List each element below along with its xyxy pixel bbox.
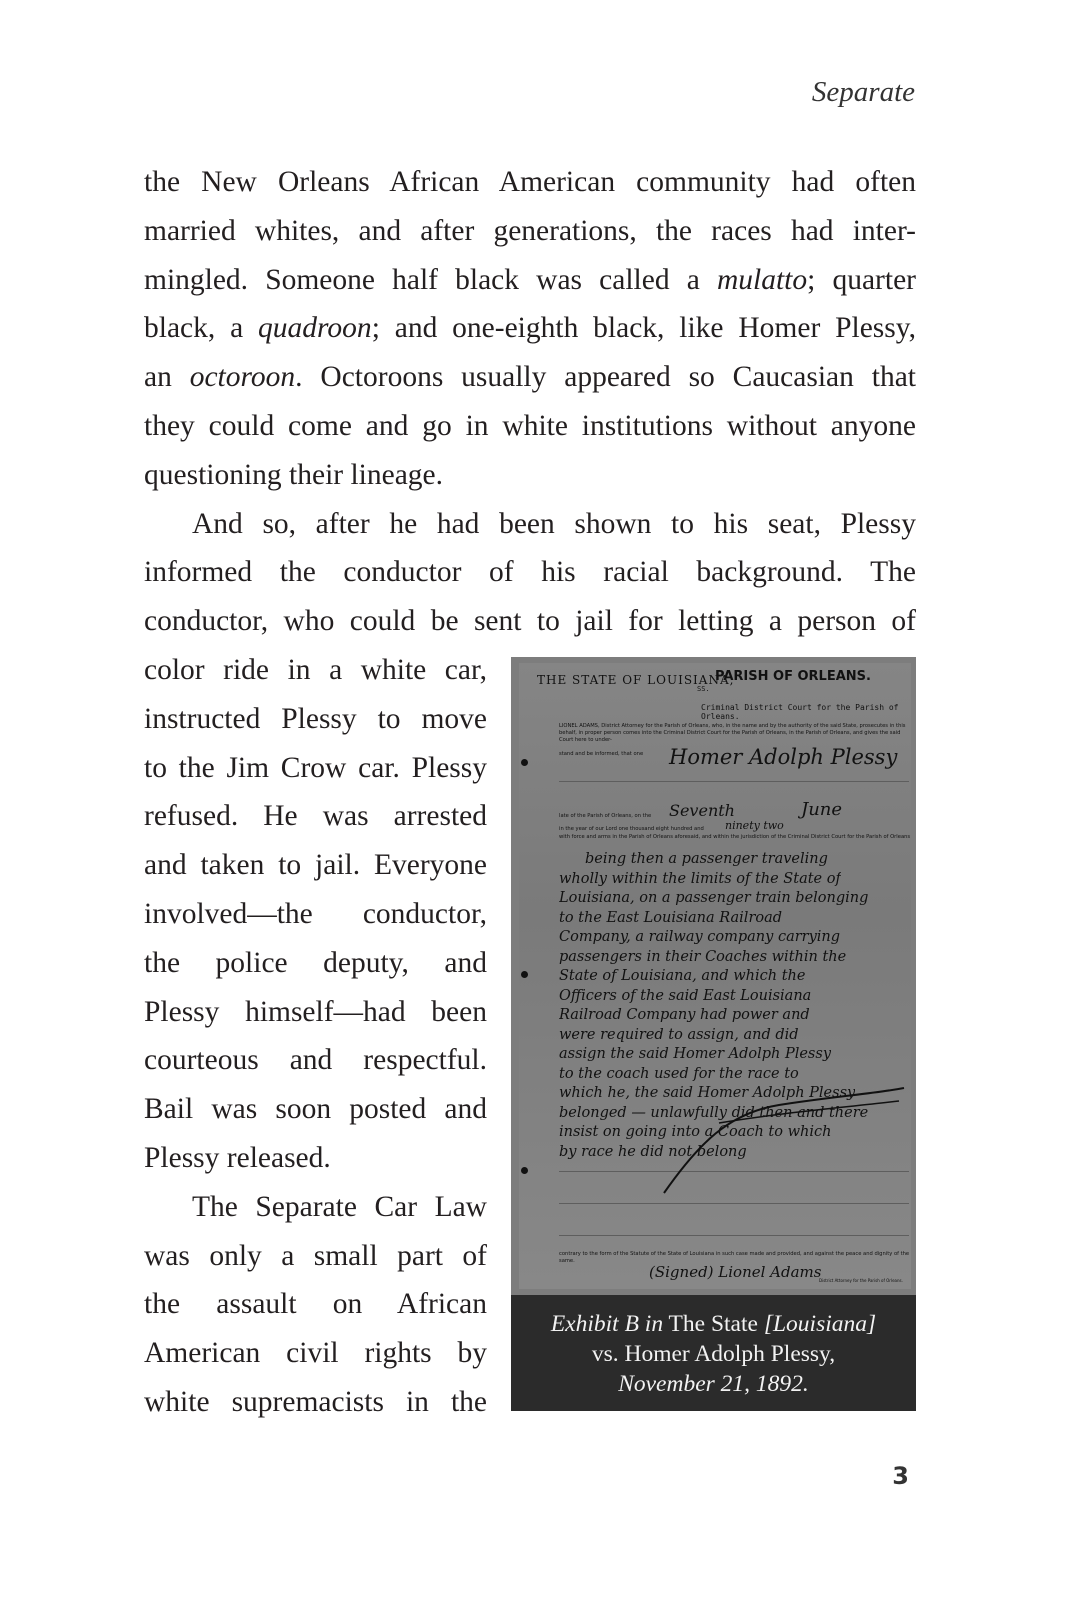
text-line: questioning their lineage. — [144, 458, 444, 491]
doc-hw-year: ninety two — [725, 819, 784, 832]
text-line: white supremacists in the — [144, 1385, 487, 1418]
text-line: mingled. Someone half black was called a mulatto; quarter — [144, 263, 916, 296]
text-line: Plessy himself—had been — [144, 995, 487, 1028]
text-line: the police deputy, and — [144, 946, 487, 979]
doc-hw-day: Seventh — [669, 801, 735, 820]
exhibit-figure — [511, 657, 916, 1411]
doc-handwriting-line: were required to assign, and did — [559, 1026, 799, 1043]
doc-handwriting-line: to the East Louisiana Railroad — [559, 909, 783, 926]
running-head: Separate — [811, 76, 915, 108]
doc-hw-signature: (Signed) Lionel Adams — [649, 1263, 822, 1281]
doc-da-title: District Attorney for the Parish of Orleans. — [819, 1278, 903, 1283]
text-line: the New Orleans African American community had often — [144, 166, 916, 198]
text-line: courteous and respectful. — [144, 1044, 487, 1077]
binding-hole-icon — [521, 1167, 528, 1174]
term-quadroon: quadroon — [258, 312, 372, 345]
text-line: an octoroon. Octoroons usually appeared so Caucasian that — [144, 361, 916, 394]
doc-handwriting-line: to the coach used for the race to — [559, 1065, 799, 1082]
text-line: to the Jim Crow car. Plessy — [144, 751, 487, 784]
doc-contrary: contrary to the form of the Statute of the State of Louisiana in such case made and provided, and against the peace and dignity of the same. — [559, 1251, 910, 1264]
text-line: was only a small part of — [144, 1239, 487, 1272]
text-line: and taken to jail. Everyone — [144, 849, 487, 882]
text-line: And so, after he had been shown to his seat, Plessy — [192, 507, 916, 540]
term-mulatto: mulatto — [716, 263, 808, 296]
text-line: instructed Plessy to move — [144, 702, 487, 735]
doc-hw-name: Homer Adolph Plessy — [669, 745, 898, 769]
doc-parish-heading: PARISH OF ORLEANS. — [715, 669, 871, 684]
doc-handwriting-line: insist on going into a Coach to which — [559, 1124, 832, 1140]
term-octoroon: octoroon — [189, 361, 296, 394]
doc-handwriting-line: assign the said Homer Adolph Plessy — [559, 1046, 832, 1062]
doc-handwriting-line: Company, a railway company carrying — [559, 929, 841, 945]
doc-handwriting-line: State of Louisiana, and which the — [559, 968, 806, 984]
doc-handwriting-line: wholly within the limits of the State of — [559, 870, 841, 887]
doc-year: in the year of our Lord one thousand eight hundred and — [559, 826, 704, 832]
doc-handwriting-line: being then a passenger traveling — [585, 851, 828, 867]
text-line: color ride in a white car, — [144, 653, 487, 686]
text-line: refused. He was arrested — [144, 800, 487, 833]
text-line: American civil rights by — [144, 1337, 487, 1370]
text-line: Bail was soon posted and — [144, 1093, 487, 1126]
text-line: black, a quadroon; and one-eighth black, like Homer Plessy, — [144, 312, 916, 345]
text-line: conductor, who could be sent to jail for letting a person of — [144, 605, 916, 638]
doc-handwriting-line: which he, the said Homer Adolph Plessy — [559, 1085, 856, 1101]
doc-stand: stand and be informed, that one — [559, 751, 644, 757]
court-document-image — [511, 657, 916, 1295]
doc-state-heading: THE STATE OF LOUISIANA, — [537, 673, 735, 687]
doc-handwriting-line: belonged — unlawfully did then and there — [559, 1104, 869, 1121]
doc-ss: SS. — [697, 685, 710, 693]
text-line: they could come and go in white institutions without anyone — [144, 409, 916, 442]
doc-handwriting-line: Louisiana, on a passenger train belonging — [559, 890, 869, 906]
doc-handwriting-line: by race he did not belong — [559, 1143, 747, 1160]
doc-force: with force and arms in the Parish of Orleans aforesaid, and within the jurisdiction of the Criminal District Court for the Parish of Orleans — [559, 834, 911, 840]
text-line: the assault on African — [144, 1288, 487, 1321]
binding-hole-icon — [521, 971, 528, 978]
doc-handwriting-line: Officers of the said East Louisiana — [559, 987, 812, 1004]
text-line: involved—the conductor, — [144, 897, 487, 930]
page-number: 3 — [892, 1462, 909, 1490]
doc-handwriting-line: passengers in their Coaches within the — [559, 948, 847, 965]
doc-hw-month: June — [801, 799, 843, 820]
doc-intro: LIONEL ADAMS, District Attorney for the Parish of Orleans, who, in the name and by the authority of the said State, prosecutes in this behalf, in proper person comes into the Criminal District Court for the Parish of Orleans, in the Parish of Orleans, and gives the said Court here to under- — [559, 723, 906, 743]
doc-court-name: Criminal District Court for the Parish of Orleans. — [701, 703, 899, 721]
doc-late: late of the Parish of Orleans, on the — [559, 813, 652, 819]
figure-caption: Exhibit B in The State [Louisiana] vs. Homer Adolph Plessy, November 21, 1892. — [550, 1311, 877, 1397]
text-line: Plessy released. — [144, 1141, 331, 1174]
text-line: informed the conductor of his racial background. The — [144, 556, 916, 589]
doc-handwriting-line: Railroad Company had power and — [559, 1007, 810, 1023]
binding-hole-icon — [521, 759, 528, 766]
text-line: married whites, and after generations, the races had inter- — [144, 214, 916, 247]
signature-flourish-icon — [659, 1083, 909, 1203]
text-line: The Separate Car Law — [192, 1190, 487, 1223]
